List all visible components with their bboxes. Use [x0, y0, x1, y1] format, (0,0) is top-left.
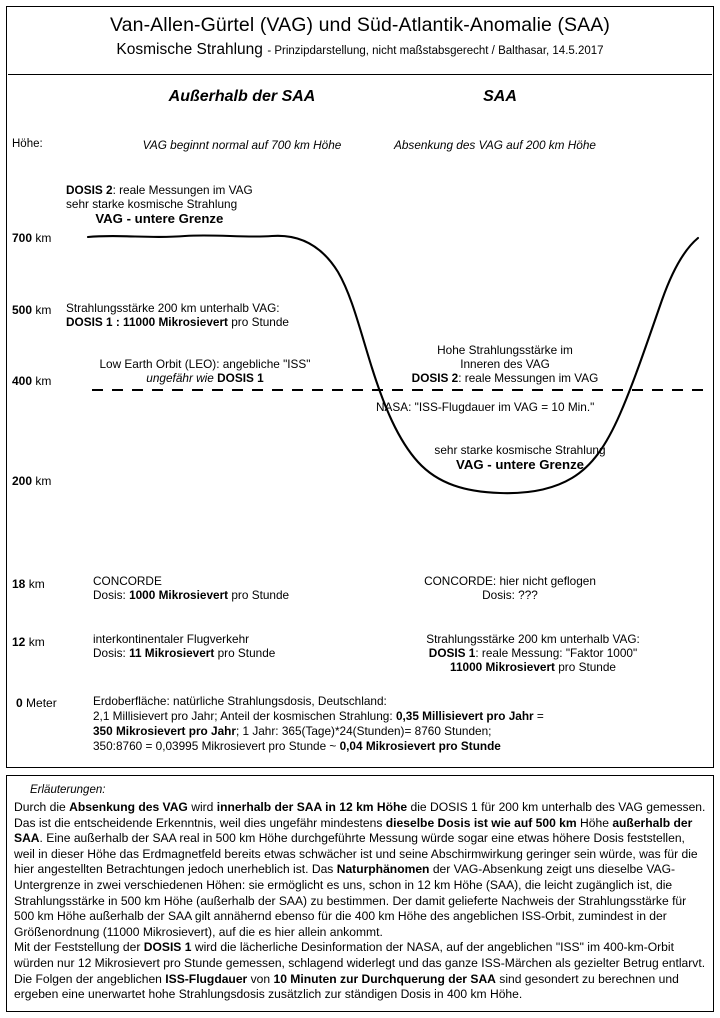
- tick-18km: 18 km: [12, 577, 45, 591]
- tick-200km: 200 km: [12, 474, 52, 488]
- explanation-paragraph-2: Mit der Feststellung der DOSIS 1 wird die lächerliche Desinformation der NASA, auf der angeblichen "ISS" im 400-km-Orbit würden nur 12 Mikrosievert pro Stunde gemessen, schlagend widerlegt und das ganze ISS-Märchen als gezielter Betrug entlarvt.: [14, 940, 706, 970]
- annotation-nasa-flight-duration: NASA: "ISS-Flugdauer im VAG = 10 Min.": [376, 400, 595, 414]
- explanation-paragraph-3: Die Folgen der angeblichen ISS-Flugdauer von 10 Minuten zur Durchquerung der SAA sind gesondert zu berechnen und ergeben eine unerwartet hohe Strahlungsdosis zusätzlich zur ständigen Dosis in 400 km Höhe.: [14, 971, 679, 1002]
- annotation-vag-lower-boundary-saa: sehr starke kosmische Strahlung VAG - untere Grenze: [434, 443, 606, 473]
- height-axis-label: Höhe:: [12, 138, 43, 150]
- title-main: Van-Allen-Gürtel (VAG) und Süd-Atlantik-Anomalie (SAA): [110, 14, 610, 36]
- title-note: - Prinzipdarstellung, nicht maßstabsgerecht / Balthasar, 14.5.2017: [267, 45, 604, 57]
- annotation-dosis2-left: DOSIS 2: reale Messungen im VAG sehr starke kosmische Strahlung VAG - untere Grenze: [66, 183, 253, 227]
- tick-400km: 400 km: [12, 374, 52, 388]
- row-12km-right: Strahlungsstärke 200 km unterhalb VAG: DOSIS 1: reale Messung: "Faktor 1000" 11000 Mikrosievert pro Stunde: [426, 632, 640, 675]
- note-outside-saa: VAG beginnt normal auf 700 km Höhe: [142, 138, 342, 152]
- title-subtitle: Kosmische Strahlung: [116, 41, 263, 58]
- row-0m-surface: Erdoberfläche: natürliche Strahlungsdosis, Deutschland: 2,1 Millisievert pro Jahr; Anteil der kosmischen Strahlung: 0,35 Millisievert pro Jahr = 350 Mikrosievert pro Jahr; 1 Jahr: 365(Tage)*24(Stunden)= 8760 Stunden; 350:8760 = 0,03995 Mikrosievert pro Stunde ~ 0,04 Mikrosievert pro Stunde: [93, 694, 544, 753]
- tick-12km: 12 km: [12, 635, 45, 649]
- title-subtitle-row: [0, 41, 720, 59]
- explanation-body: [14, 800, 708, 1003]
- row-18km-left: CONCORDE Dosis: 1000 Mikrosievert pro Stunde: [93, 574, 290, 603]
- note-saa: Absenkung des VAG auf 200 km Höhe: [394, 138, 596, 152]
- tick-500km: 500 km: [12, 303, 52, 317]
- column-heading-outside-saa: Außerhalb der SAA: [168, 88, 316, 105]
- explanation-heading: Erläuterungen:: [30, 784, 106, 796]
- annotation-leo-iss: Low Earth Orbit (LEO): angebliche "ISS" ungefähr wie DOSIS 1: [99, 357, 311, 386]
- annotation-inner-vag: Hohe Strahlungsstärke im Inneren des VAG DOSIS 2: reale Messungen im VAG: [411, 343, 599, 386]
- row-18km-right: CONCORDE: hier nicht geflogen Dosis: ???: [424, 574, 596, 603]
- tick-0-meter: 0 Meter: [16, 696, 57, 710]
- title-divider: [8, 74, 712, 75]
- explanation-paragraph-1: Durch die Absenkung des VAG wird innerhalb der SAA in 12 km Höhe die DOSIS 1 für 200 km unterhalb des VAG gemessen. Das ist die entscheidende Erkenntnis, weil dies ungefähr mindestens dieselbe Dosis ist wie auf 500 km Höhe außerhalb der SAA. Eine außerhalb der SAA real in 500 km Höhe durchgeführte Messung würde sogar eine etwas höhere Dosis feststellen, weil in dieser Höhe das Erdmagnetfeld bereits etwas schwächer ist und seine Abschirmwirkung geringer sein würde, was für die hier angestellten Betrachtungen jedoch unerheblich ist. Das Naturphänomen der VAG-Absenkung zeigt uns dieselbe VAG-Untergrenze in zwei verschiedenen Höhen: sie ermöglicht es uns, schon in 12 km Höhe (SAA), die leicht zugänglich ist, die Strahlungsstärke in 500 km Höhe (außerhalb der SAA) zu bestimmen. Der damit gelieferte Nachweis der Strahlungsstärke für 500 km Höhe außerhalb der SAA gilt annähernd ebenso für die 400 km Höhe des angeblichen ISS-Orbit, zumindest in der Größenordnung (11000 Mikrosievert), auf die es hier allein ankommt.: [14, 800, 706, 939]
- row-12km-left: interkontinentaler Flugverkehr Dosis: 11 Mikrosievert pro Stunde: [93, 632, 276, 661]
- tick-700km: 700 km: [12, 231, 52, 245]
- annotation-dosis1-500km: Strahlungsstärke 200 km unterhalb VAG: DOSIS 1 : 11000 Mikrosievert pro Stunde: [66, 301, 289, 330]
- column-heading-saa: SAA: [483, 88, 517, 105]
- page-title: [0, 14, 720, 59]
